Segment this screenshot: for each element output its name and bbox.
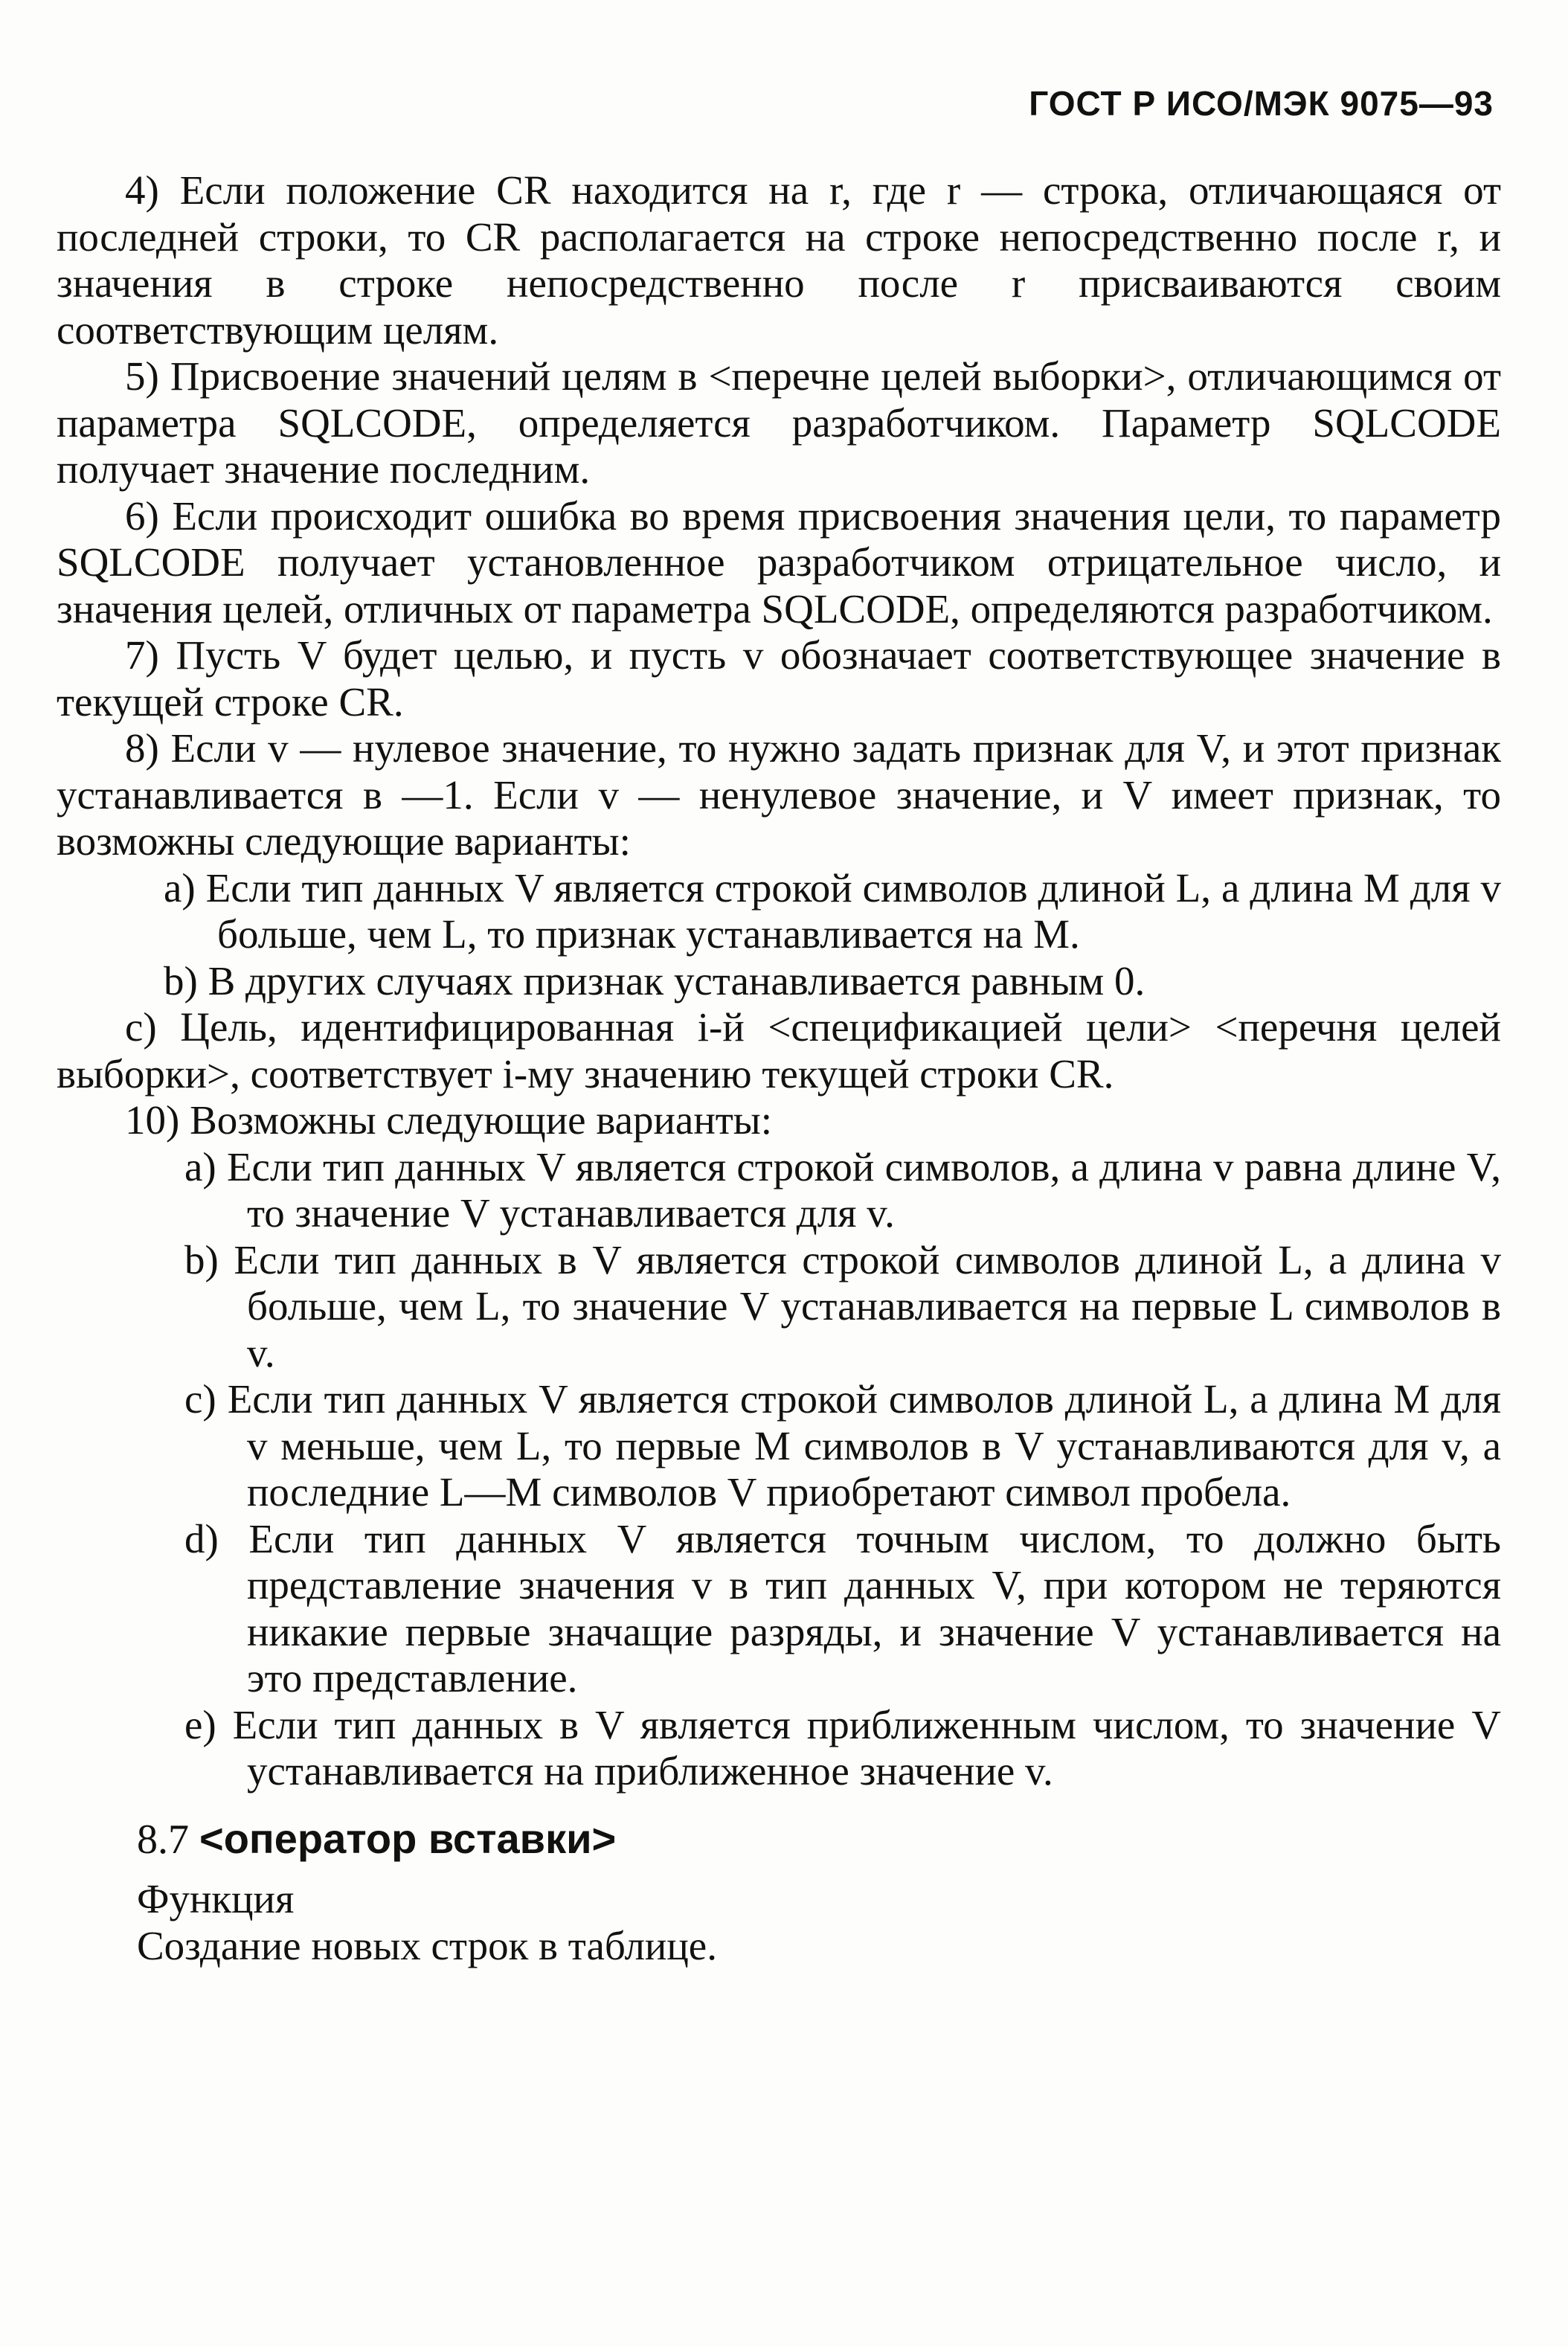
section-number: 8.7 <box>137 1816 189 1863</box>
section-text: Создание новых строк в таблице. <box>137 1922 717 1968</box>
running-header: ГОСТ Р ИСО/МЭК 9075—93 <box>1029 84 1494 123</box>
item-10a: a) Если тип данных V является строкой символов, а длина v равна длине V, то значение V устанавливается для v. <box>184 1143 1501 1236</box>
item-8b: b) В других случаях признак устанавливается равным 0. <box>164 957 1146 1004</box>
paragraph-6: 6) Если происходит ошибка во время присвоения значения цели, то параметр SQLCODE получает установленное разработчиком отрицательное число, и значения целей, отличных от параметра SQLCODE, определяются разработчиком. <box>57 492 1501 632</box>
paragraph-4: 4) Если положение CR находится на r, где r — строка, отличающаяся от последней строки, то CR располагается на строке непосредственно после r, и значения в строке непосредственно после r присваиваются своим соответствующим целям. <box>57 167 1501 353</box>
paragraph-7: 7) Пусть V будет целью, и пусть v обозначает соответствующее значение в текущей строке CR. <box>57 632 1501 725</box>
paragraph-8: 8) Если v — нулевое значение, то нужно задать признак для V, и этот признак устанавливается в —1. Если v — ненулевое значение, и V имеет признак, то возможны следующие варианты: <box>57 725 1501 864</box>
item-8c: c) Цель, идентифицированная i-й <спецификацией цели> <перечня целей выборки>, соответствует i-му значению текущей строки CR. <box>57 1004 1501 1097</box>
section-heading <box>137 1816 1501 1863</box>
item-8a: a) Если тип данных V является строкой символов длиной L, а длина M для v больше, чем L, то признак устанавливается на M. <box>164 864 1501 957</box>
item-10b: b) Если тип данных в V является строкой символов длиной L, а длина v больше, чем L, то значение V устанавливается на первые L символов в v. <box>184 1236 1501 1375</box>
paragraph-10: 10) Возможны следующие варианты: <box>125 1097 773 1143</box>
document-body <box>57 167 1501 1969</box>
section-title: <оператор вставки> <box>199 1814 617 1862</box>
paragraph-5: 5) Присвоение значений целям в <перечне целей выборки>, отличающимся от параметра SQLCODE, определяется разработчиком. Параметр SQLCODE получает значение последним. <box>57 353 1501 492</box>
item-10e: e) Если тип данных в V является приближенным числом, то значение V устанавливается на приближенное значение v. <box>184 1701 1501 1794</box>
item-10d: d) Если тип данных V является точным числом, то должно быть представление значения v в тип данных V, при котором не теряются никакие первые значащие разряды, и значение V устанавливается на это представление. <box>184 1515 1501 1701</box>
item-10c: c) Если тип данных V является строкой символов длиной L, а длина M для v меньше, чем L, то первые M символов в V устанавливаются для v, а последние L—M символов V приобретают символ пробела. <box>184 1376 1501 1515</box>
section-label: Функция <box>137 1876 295 1921</box>
